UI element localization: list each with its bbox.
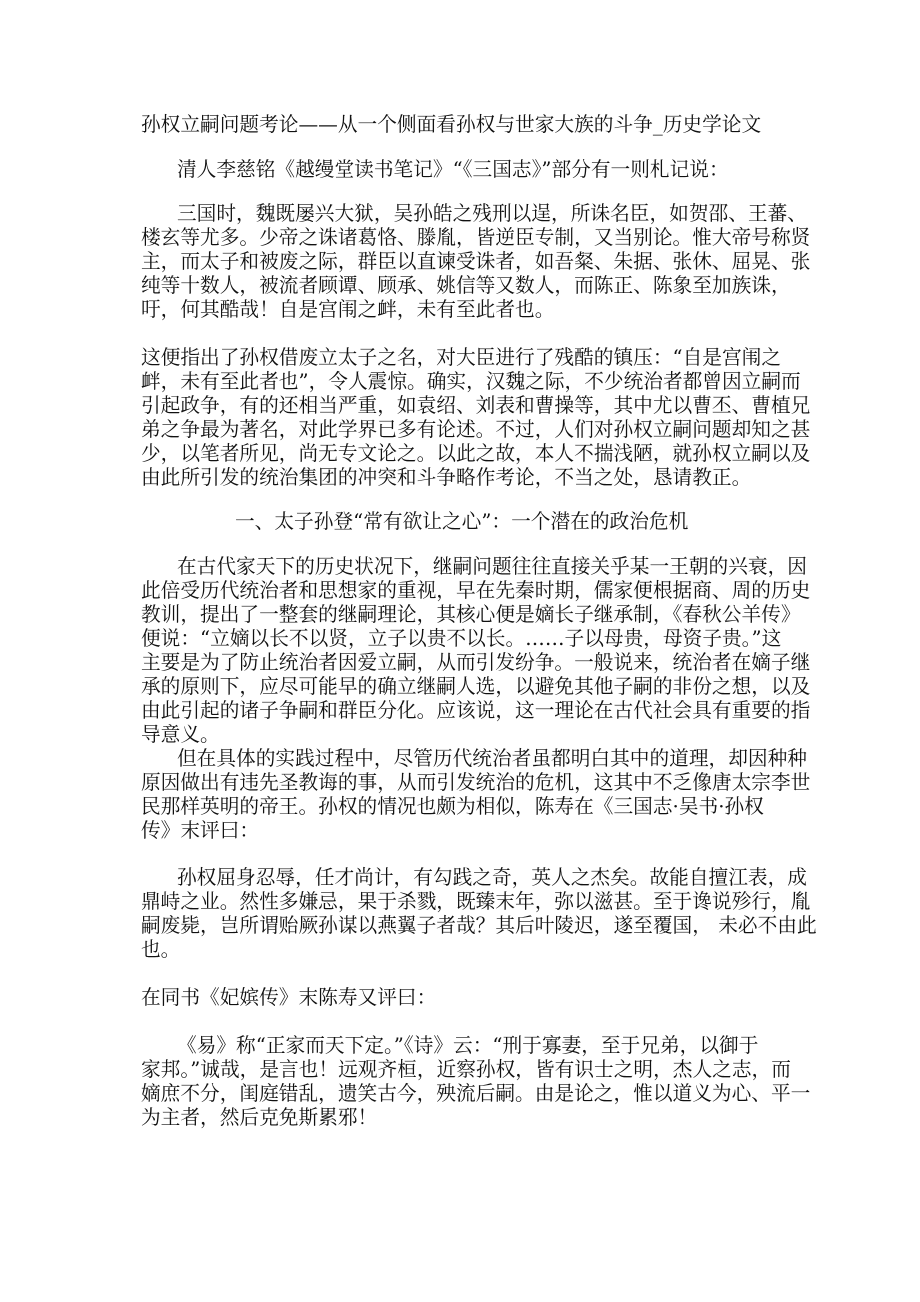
text-line: 嗣废毙，岂所谓贻厥孙谋以燕翼子者哉？其后叶陵迟，遂至覆国， 未必不由此 [141, 914, 817, 937]
text-line: 弟之争最为著名，对此学界已多有论述。不过，人们对孙权立嗣问题却知之甚 [141, 418, 811, 441]
text-line: 便说：“立嫡以长不以贤，立子以贵不以长。……子以母贵，母资子贵。”这 [141, 627, 782, 650]
quote-chen-shou-2 [141, 1034, 810, 1130]
text-line: 也。 [141, 938, 181, 961]
text-line: 在古代家天下的历史状况下，继嗣问题往往直接关乎某一王朝的兴衰，因 [177, 555, 807, 578]
text-line: 清人李慈铭《越缦堂读书笔记》“《三国志》”部分有一则札记说： [177, 158, 729, 181]
document-title: 孙权立嗣问题考论——从一个侧面看孙权与世家大族的斗争_历史学论文 [141, 113, 762, 136]
text-line: 衅，未有至此者也”，令人震惊。确实，汉魏之际，不少统治者都曾因立嗣而 [141, 370, 801, 393]
text-line: 这便指出了孙权借废立太子之名，对大臣进行了残酷的镇压：“自是宫闱之 [141, 346, 782, 369]
text-line: 原因做出有违先圣教诲的事，从而引发统治的危机，这其中不乏像唐太宗李世 [141, 771, 811, 794]
paragraph-2 [141, 346, 810, 490]
text-line: 教训，提出了一整套的继嗣理论，其核心便是嫡长子继承制，《春秋公羊传》 [141, 603, 801, 626]
text-line: 主，而太子和被废之际，群臣以直谏受诛者，如吾粲、朱据、张休、屈晃、张 [141, 250, 811, 273]
text-line: 《易》称“正家而天下定。”《诗》云：“刑于寡妻，至于兄弟，以御于 [177, 1034, 759, 1057]
text-line: 民那样英明的帝王。孙权的情况也颇为相似，陈寿在《三国志·吴书·孙权 [141, 795, 764, 818]
quote-li-ciming [141, 202, 810, 322]
text-line: 由此引起的诸子争嗣和群臣分化。应该说，这一理论在古代社会具有重要的指 [141, 699, 811, 722]
text-line: 少，以笔者所见，尚无专文论之。以此之故，本人不揣浅陋，就孙权立嗣以及 [141, 442, 811, 465]
text-line: 主要是为了防止统治者因爱立嗣，从而引发纷争。一般说来，统治者在嫡子继 [141, 651, 811, 674]
text-line: 家邦。”诚哉，是言也！远观齐桓，近察孙权，皆有识士之明，杰人之志，而 [141, 1058, 791, 1081]
paragraph-5: 在同书《妃嫔传》末陈寿又评曰： [141, 986, 437, 1009]
text-line: 传》末评曰： [141, 819, 260, 842]
section-heading: 一、太子孙登“常有欲让之心”：一个潜在的政治危机 [235, 510, 689, 533]
text-line: 嫡庶不分，闺庭错乱，遗笑古今，殃流后嗣。由是论之，惟以道义为心、平一 [141, 1082, 811, 1105]
text-line: 孙权屈身忍辱，任才尚计，有勾践之奇，英人之杰矣。故能自擅江表，成 [177, 866, 807, 889]
text-line: 为主者，然后克免斯累邪！ [141, 1106, 378, 1129]
quote-chen-shou-1 [141, 866, 817, 962]
text-line: 承的原则下，应尽可能早的确立继嗣人选，以避免其他子嗣的非份之想，以及 [141, 675, 811, 698]
intro-paragraph [141, 158, 729, 182]
text-line: 鼎峙之业。然性多嫌忌，果于杀戮，既臻末年，弥以滋甚。至于谗说殄行，胤 [141, 890, 811, 913]
paragraph-4 [141, 747, 810, 843]
text-line: 此倍受历代统治者和思想家的重视，早在先秦时期，儒家便根据商、周的历史 [141, 579, 811, 602]
text-line: 但在具体的实践过程中，尽管历代统治者虽都明白其中的道理，却因种种 [177, 747, 807, 770]
text-line: 三国时，魏既屡兴大狱，吴孙皓之残刑以逞，所诛名臣，如贺邵、王蕃、 [177, 202, 807, 225]
text-line: 楼玄等尤多。少帝之诛诸葛恪、滕胤，皆逆臣专制，又当别论。惟大帝号称贤 [141, 226, 811, 249]
text-line: 引起政争，有的还相当严重，如袁绍、刘表和曹操等，其中尤以曹丕、曹植兄 [141, 394, 811, 417]
paragraph-3 [141, 555, 810, 747]
text-line: 导意义。 [141, 723, 220, 746]
text-line: 由此所引发的统治集团的冲突和斗争略作考论，不当之处，恳请教正。 [141, 466, 752, 489]
text-line: 纯等十数人，被流者顾谭、顾承、姚信等又数人，而陈正、陈象至加族诛， [141, 274, 791, 297]
text-line: 吁，何其酷哉！自是宫闱之衅，未有至此者也。 [141, 298, 555, 321]
